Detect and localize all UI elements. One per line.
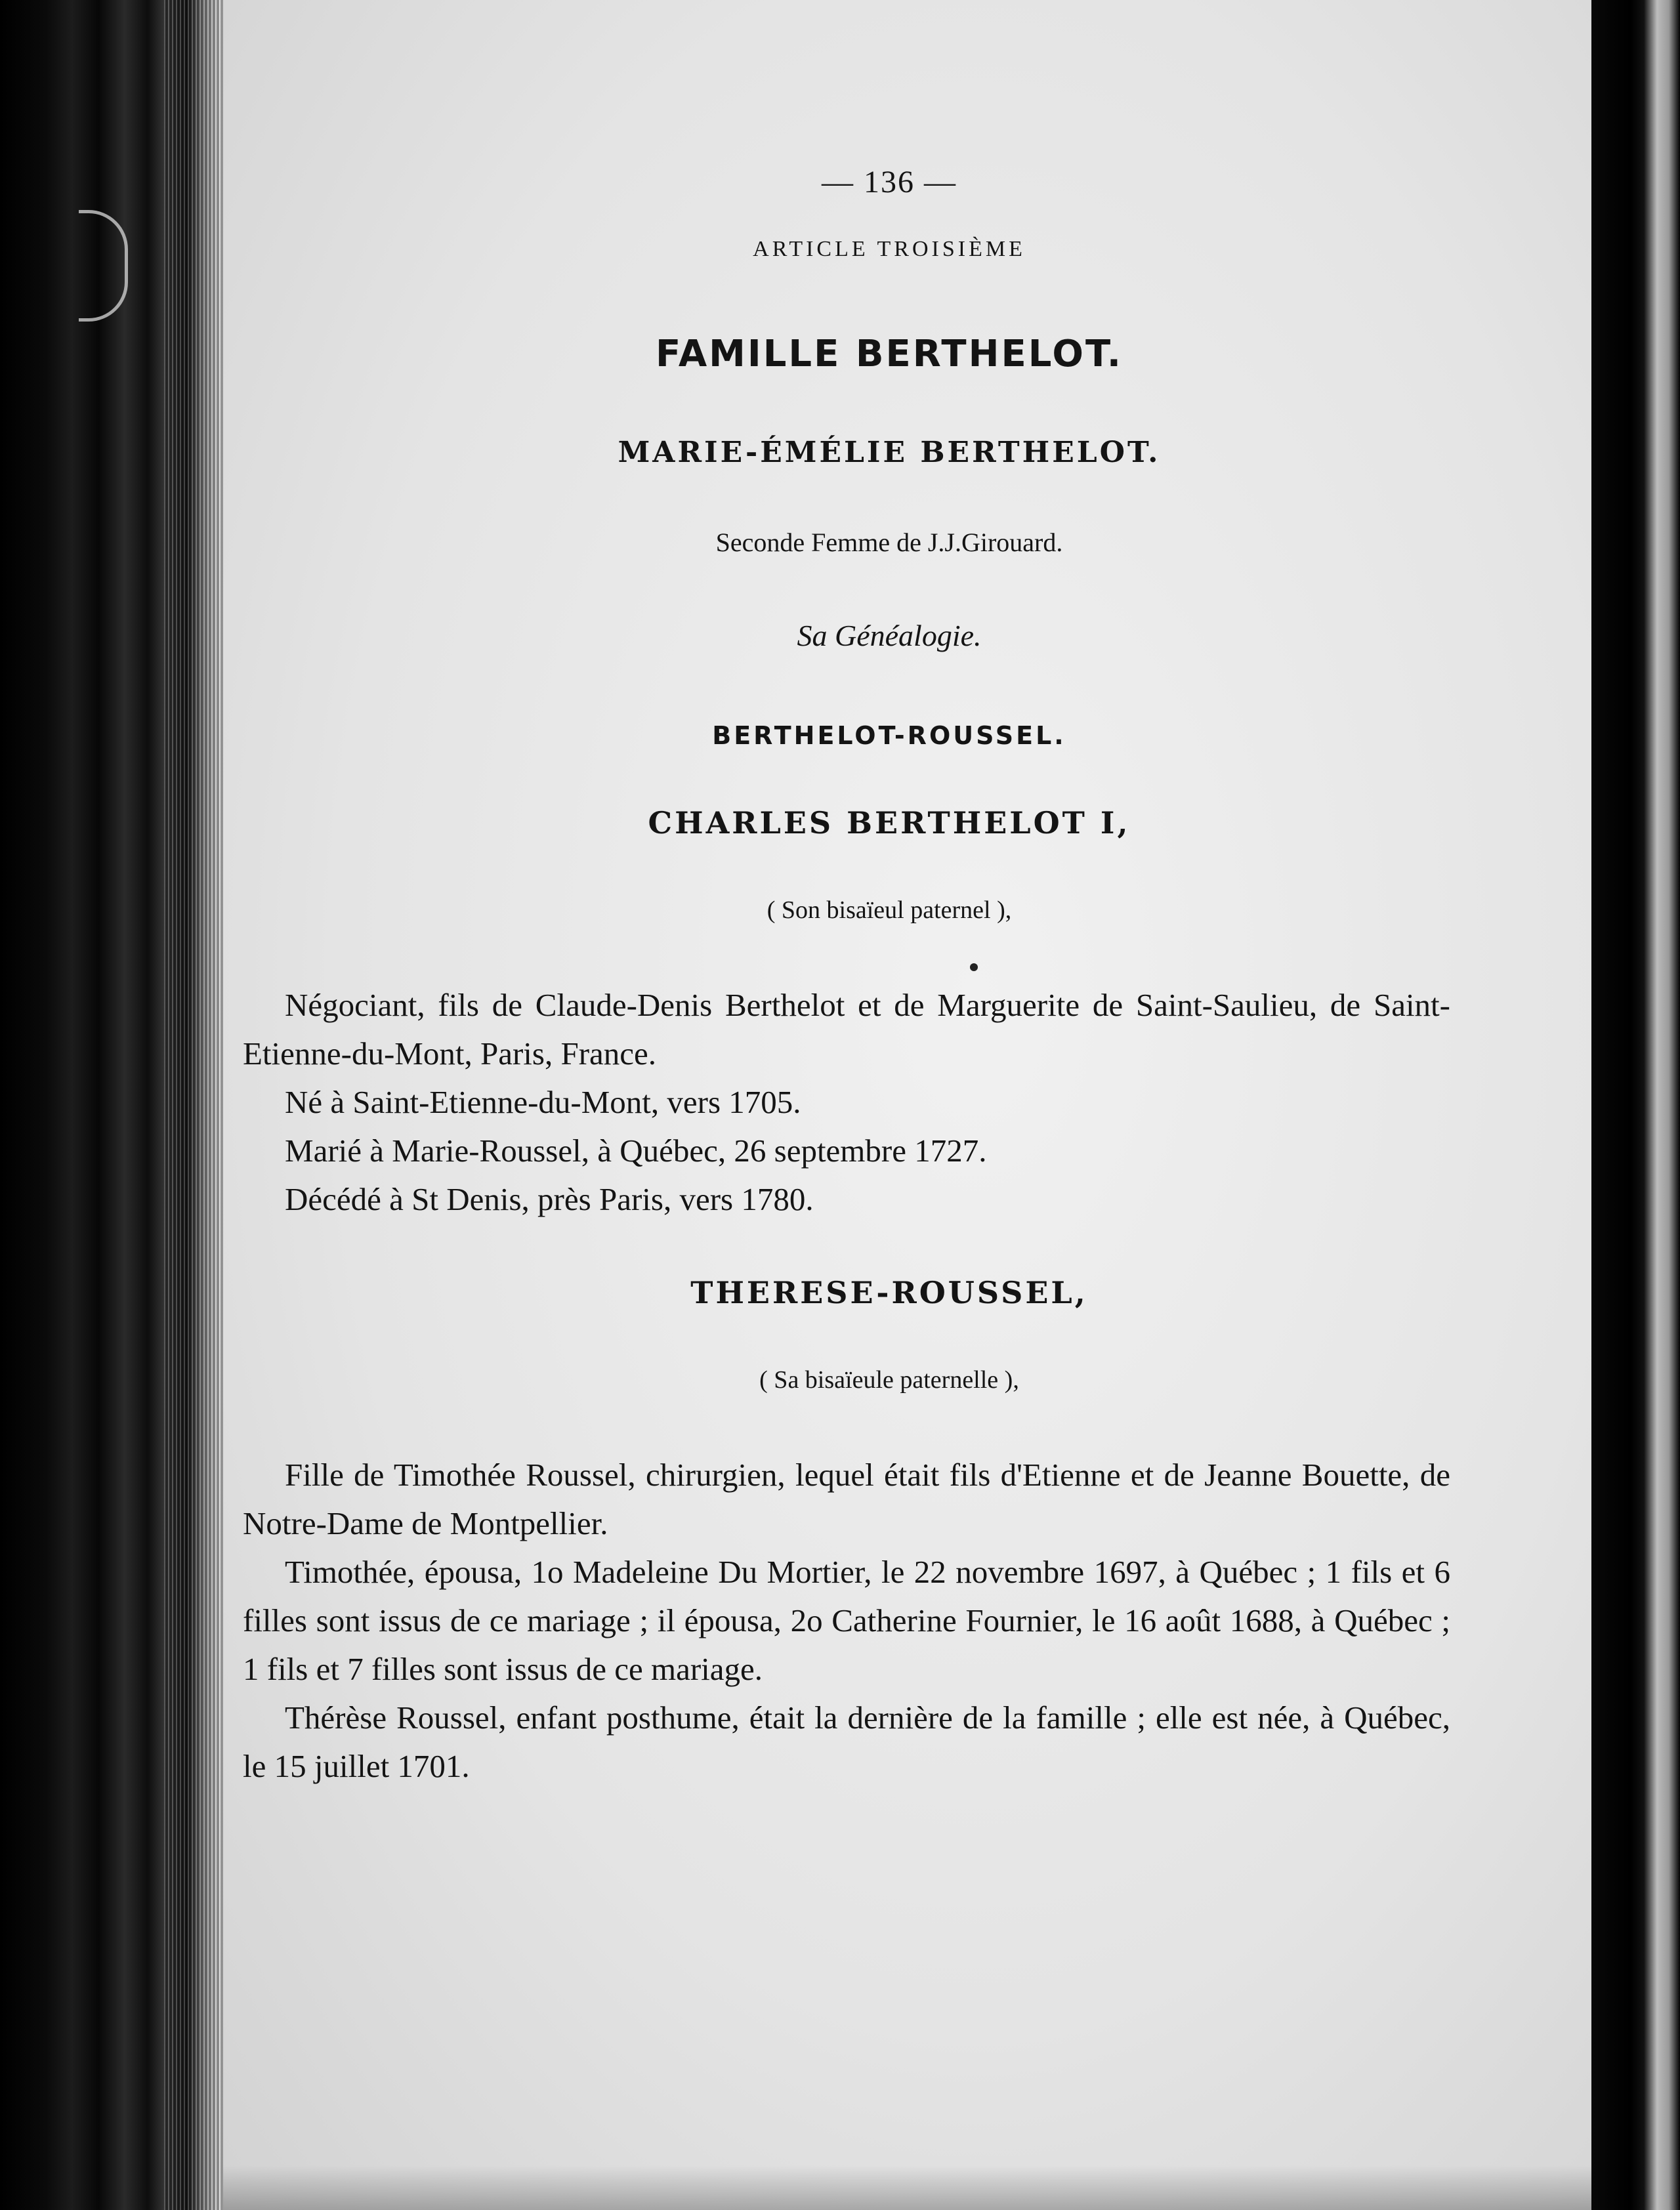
ancestor-name-charles: CHARLES BERTHELOT I, <box>648 805 1131 841</box>
page-edges <box>164 0 230 2210</box>
paragraph-charles-birth: Né à Saint-Etienne-du-Mont, vers 1705. <box>285 1084 801 1120</box>
genealogy-heading: Sa Généalogie. <box>797 619 982 652</box>
subtitle: Seconde Femme de J.J.Girouard. <box>715 528 1063 557</box>
page-number: — 136 — <box>822 165 957 199</box>
article-title: ARTICLE TROISIÈME <box>753 237 1026 261</box>
paragraph-therese-birth: Thérèse Roussel, enfant posthume, était la dernière de la famille ; elle est née, à Québec, le 15 juillet 1701. <box>243 1699 1450 1784</box>
paragraph-charles-origin: Négociant, fils de Claude-Denis Berthelot et de Marguerite de Saint-Saulieu, de Saint-Etienne-du-Mont, Paris, France. <box>243 987 1450 1072</box>
page-content <box>243 164 1477 1791</box>
lineage-title: BERTHELOT-ROUSSEL. <box>712 721 1066 750</box>
bottom-shadow <box>223 2165 1591 2210</box>
ancestor-name-therese: THERESE-ROUSSEL, <box>690 1275 1088 1310</box>
right-page-edge <box>1591 0 1680 2210</box>
paragraph-charles-death: Décédé à St Denis, près Paris, vers 1780. <box>285 1181 814 1217</box>
person-title: MARIE-ÉMÉLIE BERTHELOT. <box>618 436 1161 469</box>
binding-mark <box>79 210 128 322</box>
paragraph-therese-parents: Fille de Timothée Roussel, chirurgien, lequel était fils d'Etienne et de Jeanne Bouette, de Notre-Dame de Montpellier. <box>243 1457 1450 1541</box>
paragraph-charles-marriage: Marié à Marie-Roussel, à Québec, 26 septembre 1727. <box>285 1133 987 1169</box>
paragraph-timothee-marriages: Timothée, épousa, 1o Madeleine Du Mortier, le 22 novembre 1697, à Québec ; 1 fils et 6 filles sont issus de ce mariage ; il épousa, 2o Catherine Fournier, le 16 août 1688, à Québec ; 1 fils et 7 filles sont issus de ce mariage. <box>243 1554 1450 1687</box>
relation-charles: ( Son bisaïeul paternel ), <box>766 896 1012 924</box>
family-title: FAMILLE BERTHELOT. <box>656 333 1123 375</box>
relation-therese: ( Sa bisaïeule paternelle ), <box>759 1366 1019 1394</box>
